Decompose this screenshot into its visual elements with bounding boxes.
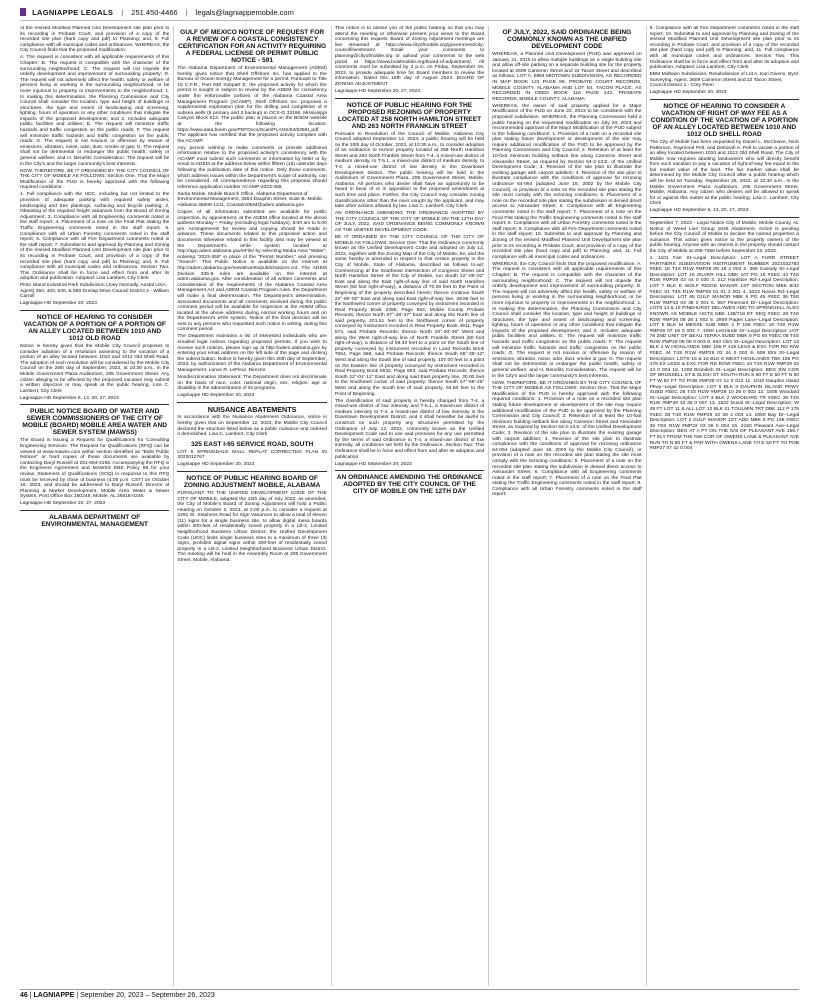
publication-line: Lagniappe HD September 20, 2023 <box>334 461 412 467</box>
publication-line: Lagniappe HD September 6, 13, 20, 27, 2023 <box>649 208 749 214</box>
legal-text: The Board is issuing a Request for Qualifications for Consulting Engineering Services. The Request for Qualifications (RFQ) can be viewed at www.mawss.com within section identified as "Bids/ Public Notices" or hard copies of these documents are available by contacting Daryl Russell at 251-694-3196. Accompanying the RFQ is the Engineers Agreement and MAWSS EBE Policy 98 for your review. Statement of Qualifications (SOQ) in response to this RFQ must be received by close of business (4:00 p.m. CST) on October 16, 2023, and should be addressed to Daryl Russell, Director of Planning & Market Development, Mobile Area Water & Sewer System, Post Office Box 180249, Mobile, AL 36618-0249. <box>20 438 170 500</box>
brand-mark-icon <box>20 8 26 16</box>
column-1 <box>20 26 169 986</box>
divider <box>20 404 169 405</box>
divider <box>177 471 326 472</box>
divider <box>650 217 799 218</box>
divider <box>20 510 169 511</box>
legal-text: The Alabama Department of Environmental Management (ADEM) hereby gives notice that Shell Offshore Inc. has applied to the Bureau of Ocean Energy Management for a permit. Pursuant to Title 15 C.F.R., Part 930 Subpart E, the proposed activity for which the permit is sought is subject to review by the ADEM for consistency under the enforceable policies of the Alabama Coastal Area Management Program (ACAMP). Shell Offshore Inc. proposes a supplemental exploration plan for the drilling and completion of 8 subsea wells (5 primary and 3 backup) in OCS-G 33166, Mississippi Canyon Block 612. The public plan is placed on the BOEM website at the following location: https://www.data.boem.gov/PDFDocs/Scan/PLANS/53/53581.pdf. The applicant has certified that the proposed activity complies with the ACAMP. <box>177 66 327 144</box>
notice-heading: NOTICE OF PUBLIC HEARING FOR THE PROPOSED REZONING OF PROPERTY LOCATED AT 258 NORTH HAMILTON STREET AND 263 NORTH FRANKLIN STREET <box>337 101 482 130</box>
divider <box>335 470 484 471</box>
legal-text: WHEREAS, a Planned Unit Development (PUD) was approved on January 21, 2010 to allow multiple buildings on a single building site and allow off-site parking on a separate building site for the property located at 2609 Cameron Street and 22 Taxon Street and described as follows: LOT A, EBM MIDTOWN SUBDIVISION, AS RECORDED IN MAP BOOK 123 PAGE 89, PROBATE COURT RECORDS, MOBILE COUNTY, ALABAMA AND LOT 84, TACON PLACE, AS RECORDED IN DEED BOOK 116 PAGE 242, PROBATE RECORDS, MOBILE COUNTY, ALABAMA <box>492 52 642 102</box>
signature-block: EBM Midtown Subdivision, Resubdivision of Lot A, Kari Givens, Byrd Surveying, Agent, 2609 Cameron Street and 22 Tacon Street, Council District 1 - Cory Penn <box>649 72 799 89</box>
legal-text: A. The request is consistent with all applicable requirements of this Chapter; B. The request is compatible with the character of the surrounding neighborhood; C. The request will not impede the orderly development and improvement of surrounding property; D. The request will not adversely affect the health, safety or welfare of persons living or working in the surrounding neighborhood, or be more injurious to property or improvements in the neighborhood; 1. In making this determination, the Planning Commission and City Council shall consider the location, type and height of buildings or structures, the type and extent of landscaping and screening, lighting, hours of operation or any other conditions that mitigate the impacts of the proposed development; and 2. Includes adequate public facilities and utilities; E. The request will minimize traffic hazards and traffic congestion on the public roads; F. The request will minimize traffic hazards and traffic congestion on the public roads; G. The request is not noxious or offensive by reason of emissions, vibration, noise, odor, dust, smoke or gas; G. The request shall not be detrimental or endanger the public health, safety or general welfare; and H. Benefits Consideration. The request will be in the City's and the larger community's best interests. <box>20 55 170 167</box>
publication-line: Lagniappe HD September 20, 2023 <box>177 462 255 468</box>
divider <box>335 98 484 99</box>
legal-text: 1. Full compliance with the UDC, including but not limited to the provision of adequate parking with required safety aisles, landscaping and tree plantings, surfacing and bicycle parking; 2. Obtaining of the required height variances from the Board of Zoning Adjustment; 3. Compliance with all Engineering comments noted in the staff report; 4. Placement of a note on the Final Plat stating the Traffic Engineering comments noted in the staff report; 5. Compliance with all Urban Forestry comments noted in the staff report; 6. Compliance with all Fire Department comments noted in the staff report; 7. Submittal to and approval by Planning and Zoning of the revised Modified Planned Unit Development site plan prior to its recording in Probate Court, and provision of a copy of the recorded site plan (hard copy and pdf) to Planning; and, 8. Full compliance with all municipal codes and ordinances. Section Two. This Ordinance shall be in force and effect from and after its adoption and publication. Adopted: Lisa Lambert, City Clerk <box>20 192 170 282</box>
legal-text: Notice is hereby given that the Mobile City Council proposes to consider adoption of a resolution assenting to the vacation of a portion of an alley located between 1010 and 1012 Old Shell Road. The adoption of such resolution will be considered by the Mobile City Council on the 26th day of September, 2023, at 10:30 a.m., in the Mobile Government Plaza Auditorium, 205 Government Street. Any citizen alleging to be affected by the proposed vacation may submit a written objection or may speak at the public hearing. Lisa C. Lambert, City Clerk <box>20 344 170 394</box>
issue-dates: September 20, 2023 – September 26, 2023 <box>80 992 215 999</box>
column-3 <box>331 26 484 986</box>
legal-text: 1. 1101 Farr St--Legal Description: LOT A FURR STREET PARTNERS SUBDIVISION INSTRUMENT NUMBER 2021032783 #SEC 18 T4S R1W #MP29 08 18 2 002 2. 356 Cassidy St--Legal Description: LOT 16 SILVER HILL DBK 107 PG 19 #SEC 44 T4S R1W #MP29 02 44 0 030 3. 212 Hamilton Rd--Legal Description: LOT 7 BLK E WOLF RIDGE MANOR 1ST SECTION MBK 8/42 #SEC 01 T4S R1W #MP29 01 01 2 001 4. 1023 Novus Rd--Legal Description: LOT 65 GULF MANOR MBK 6 PG 45 #SEC 36 T5S R1W #MP32 03 36 0 001 5. 957 Pinemont Dr--Legal Description: LOTS 14 & 15 PINEHURST DELAWES ADD TO SPRINGHILL ALSO KNOWN AS MOBILE HGTS DBK 138/718 ET SEQ #SEC 28 T4S R2W #MP29 08 28 1 002 6. 2909 Pages Lane--Legal Description: LOT 5 BLK M MESSE SUB MBK 4 P 168 #SEC 18 T4S R1W #MP29 07 18 0 003 7. 1050 LeGrande Dr--Legal Description: LOT 78 2ND UNIT OF BEAU TERRA SUBD MBK 8 PG 94 #SEC 05 T4S R2W #MP28 08 05 0 003 8. 653 Clim St--Legal Description: LOT 13 BLK 4 W HIGHLANDS DBK 156 P 419 LESS & EXC FOR RD R/W #SEC 44 T4S R1W #MP29 02 44 0 003 9. 609 Elm St--Legal Description: LOTS 15 & 16 BLK 6 WEST HIGHLANDS TBK 156 PG 478 EX LESS & EXC FOR RD ROW #SEC 44 T4S R1W #MP29 02 44 0 004 10. 1200 Brandish St--Legal Description: BEG SW COR OF BRUSSELL ST & SLIGH ST SOUTH RUN S 60 FT E 50 FT N 60 FT W 50 FT TO POB #MP29 07 12 0 012 11. 1010 Dauphin Island Pkwy--Legal Description: LOT 5 BLK 3 DAUPHIN ISLAND PKWY SUBD #SEC 28 T4S R1W #MP29 10 28 0 003 12. 1605 Woodard St--Legal Description: LOT 3 BLK 2 WOODARD TR #SEC 35 T4S R1W #MP29 10 35 0 007 13. 1622 Duval St--Legal Description: W 48 FT LOT 11 & ALL LOT 12 BLK 21 TOULMIN TRT DBK 112 P 175 #SEC 28 T4S R1W #MP29 10 28 4 003 14. 2050 Bay Dr--Legal Description: LOT 2 GULF MANOR 1ST ADD MBK 8 PG 159 #SEC 36 T5S R1W #MP32 03 36 0 004 15. 2150 Pleasant Ave--Legal Description: BEG AT A PT ON THE N/S OF PLEASANT AVE 155.7 FT ELY FROM THE NW COR OF OWENS LANE & PLEASANT AVE RUN TH N 60 FT & PAR WITH OWENS LANE TH E 50 FT TO POB #MP27 07 42 0 004 <box>649 255 800 452</box>
legal-text: This notice is to advise you of the public hearing so that you may attend the meeting or otherwise present your views to the Board concerning this request. Board of Zoning Adjustment meetings are live streamed at https://www.cityofmobile.org/government/city-council/livestream/. Email your comments to planning@cityofmobile.org or upload your comments to the web portal at https://www.buildmobile.org/board-of-adjustment/. All comments must be submitted by 2 p.m. on Friday, September 29, 2023, to provide adequate time for Board members to review the information. Dated this 16th day of August 2023. BOARD OF ZONING ADJUSTMENT <box>334 26 485 87</box>
divider <box>177 402 326 403</box>
signature-block: Pinto Island Industrial Park Subdivision (Joey Nonnally, Austal USA, Agent) 350, 400, 530, & 660 Dunlap Drive Council District 2 - William Carroll <box>20 283 169 300</box>
notice-heading: ALABAMA DEPARTMENT OF ENVIRONMENTAL MANAGEMENT <box>41 513 149 528</box>
notice-heading: NOTICE OF PUBLIC HEARING BOARD OF ZONING ADJUSTMENT MOBILE, ALABAMA <box>183 474 321 489</box>
legal-text: AN ORDINANCE AMENDING THE ORDINANCE ADOPTED BY THE CITY COUNCIL OF THE CITY OF MOBILE ON THE 12TH DAY OF JULY, 2022, SAID ORDINANCE BEING COMMONLY KNOWN AS THE UNIFIED DEVELOPMENT CODE. <box>334 211 485 233</box>
legal-text: September 7, 2023 - Legal Notice City of Mobile, Mobile County, AL Notice of Weed Lien Group 1646 Abatement. Action is pending before the City Council of Mobile to declare the named properties a nuisance. This action gives notice to the property owners of the public hearing. Anyone with an interest in the property should contact the City of Mobile at 208-7258 before September 22, 2023. <box>649 221 800 254</box>
column-5 <box>646 26 799 986</box>
notice-heading: NOTICE OF HEARING TO CONSIDER A VACATION OF RIGHT OF WAY FEE AS A CONDITION OF THE VACATION OF A PORTION OF AN ALLEY LOCATED BETWEEN 1010 AND 1012 OLD SHELL ROAD <box>650 102 798 138</box>
publication-line: Lagniappe HD September 20, 2023 <box>649 90 727 96</box>
legal-text: The City of Mobile has been requested by Daniel L. McCleave, Nicki Patterson, Raymond Pelt, and Deborah A. Pelt to vacate a portion of an alley located between 1010 and 1012 Old Shell Road. The City of Mobile now requires abutting landowners who will directly benefit from such vacation to pay a vacation of right-of-way fee equal to the fair market value of the land. The fair market value shall be determined by the Mobile City Council after a public hearing which will be held on Tuesday, September 26, 2023, at 10:30 a.m., in the Mobile Government Plaza Auditorium, 205 Government Street, Mobile, Alabama. Any citizen who desires will be allowed to speak for or against this matter at the public hearing. Lisa C. Lambert, City Clerk <box>649 139 800 207</box>
legal-text: WHEREAS, the owner of said property applied for a Major Modification of the PUD on June 22, 2023 to be consistent with the proposed subdivision. WHEREAS, the Planning Commission held a public hearing on the requested modification on July 20, 2023 and recommended approval of the Major Modification of the PUD subject to the following conditions: 1. Provision of a note on a recorded site plan stating future development or development of the site may require additional modification of the PUD to be approved by the Planning Commission and City Council; 2. Retention of at least the 10-foot minimum building setback line along Cameron Street and Alexander Street, as required by Section 64-2-13.E. of the Unified Development Code; 3. Revision of the site plan to illustrate the existing garage with carport addition; 4. Revision of the site plan to illustrate compliance with the conditions of approval for rezoning ordinance 64-064 (adopted June 18, 2002 by the Mobile City Council), or provision of a note on the recorded site plan stating the site must comply with the rezoning conditions; 5. Placement of a note on the recorded site plan stating the subdivision is denied direct access to Alexander Street; 6. Compliance with all Engineering comments noted in the staff report; 7. Placement of a note on the Final Plat stating the Traffic Engineering comments noted in the staff report; 8. Compliance with all Urban Forestry comments noted in the staff report; 9. Compliance with all Fire Department comments noted in the staff report; 10. Submittal to and approval by Planning and Zoning of the revised Modified Planned Unit Development site plan prior to its recording in Probate Court, and provision of a copy of the recorded site plan (hard copy and pdf) to Planning; and, 11. Full compliance with all municipal codes and ordinances. <box>492 103 642 260</box>
legal-text: LOT 5 SPRINGDALE MALL REPLAT CORRECTED PLAN IN 2022012767 <box>177 449 327 461</box>
notice-heading: PUBLIC NOTICE BOARD OF WATER AND SEWER COMMISSIONERS OF THE CITY OF MOBILE (BOARD) MOBILE AREA WATER AND SEWER SYSTEM (MAWSS) <box>22 408 167 437</box>
address-block: Sarita Mickle, Mobile Branch Office, Alabama Department of Environmental Management, 3664 Dauphin Street, Suite B, Mobile, Alabama 36608-1211, CoastalADEM@adem.alabama.gov <box>177 191 324 209</box>
phone-number: 251.450-4466 <box>131 8 178 17</box>
property-address: 325 EAST I-65 SERVICE ROAD, SOUTH <box>190 440 314 448</box>
legal-text: of the revised Modified Planned Unit Development site plan prior to its recording in Probate Court, and provision of a copy of the recorded site plan (hard copy and pdf) to Planning; and, 8. Full compliance with all municipal codes and ordinances. WHEREAS, the City Council finds that the proposed modification: <box>20 26 170 54</box>
legal-text: Pursuant to Resolution of the Council of Mobile, Alabama City Council adopted September 12, 2023, a public hearing will be held on the 10th day of October, 2023, at 10:30 a.m., to consider adoption of an ordinance to rezone property located at 258 North Hamilton Street and 263 North Franklin Street from T-4, a mixed-use district of medium density, to T-5.1, a mixed-use district of medium density, to T-4, a mixed-use district of low density in the Downtown Development District. The public hearing will be held in the Auditorium of Government Plaza, 205 Government Street, Mobile, Alabama. All persons who desire shall have an opportunity to be heard in favor of or in opposition to the proposed amendment at such time and place. Further, the City Council may consider zoning classifications other than the ones sought by the applicant, and may take other actions allowed by law. Lisa C. Lambert, City Clerk <box>334 131 485 210</box>
legal-text: NOW, THEREFORE, BE IT ORDAINED BY THE CITY COUNCIL OF THE CITY OF MOBILE AS FOLLOWS: Section One. That the Major Modification of the PUD is hereby approved with the following required conditions: 1. Provision of a note on a recorded site plan stating future development or development of the site may require additional modification of the PUD to be approved by the Planning Commission and City Council; 2. Retention of at least the 10-foot minimum building setback line along Cameron Street and Alexander Street, as required by Section 64-2-13.E. of the Unified Development Code; 3. Revision of the site plan to illustrate the existing garage with carport addition; 4. Revision of the site plan to illustrate compliance with the conditions of approval for rezoning ordinance 64-064 (adopted June 18, 2002 by the Mobile City Council), or provision of a note on the recorded site plan stating the site must comply with the rezoning conditions; 5. Placement of a note on the recorded site plan stating the subdivision is denied direct access to Alexander Street; 6. Compliance with all Engineering comments noted in the staff report; 7. Placement of a note on the Final Plat stating the Traffic Engineering comments noted in the staff report; 8. Compliance with all Urban Forestry comments noted in the staff report; <box>492 380 642 498</box>
columns <box>20 26 799 986</box>
page-header: LAGNIAPPE LEGALS | 251.450-4466 | legals@lagniappemobile.com <box>20 6 799 21</box>
divider <box>650 99 799 100</box>
notice-heading: AN ORDINANCE AMENDING THE ORDINANCE ADOPTED BY THE CITY COUNCIL OF THE CITY OF MOBILE ON THE 12TH DAY <box>336 474 483 496</box>
legal-text: The classification of said property is hereby changed from T-4, a mixed-use district of low intensity and T-5.1, a mixed-use district of medium intensity to T-4, a mixed-use district of low intensity in the Downtown Development District, and it shall hereafter be lawful to construct on such property any structures permitted by the Ordinance of July 12, 2022, commonly known as the Unified Development Code and to use said premises for any use permitted by the terms of said Ordinance in T-4, a mixed-use district of low intensity, all conditions set forth by the Ordinance. Section Two: This Ordinance shall be in force and effect from and after its adoption and publication. <box>334 398 485 460</box>
legal-text: Nondiscrimination Statement: The Department does not discriminate on the basis of race, color, national origin, sex, religion, age or disability in the administration of its programs. <box>177 375 327 392</box>
legal-text: Copies of all information submitted are available for public inspection, by appointment, at the ADEM office located at the above address Monday – Friday (excluding legal holidays), 8:00 am to 5:00 pm. Arrangements for review and copying should be made in advance. These documents related to this proposed action and documents otherwise related to this facility also may be viewed at the Department's eFile system located at http://app.adem.alabama.gov/eFile/ by selecting Media Area "Water", entering "2023-359" in place of the "Permit Number," and pressing "Search". This Public Notice is available on the internet at http://adem.alabama.gov/newsEvents/publicNotices.cnt. The ADEM Division 335-8 rules are available on the internet at adem.alabama.gov. After consideration of all written comments and consideration of the requirements of the Alabama Coastal Area Management Act and ADEM Coastal Program rules, the Department will make a final determination. The Department's determination, associated documents and all comments received during the public comment period will be available for inspection at the ADEM office located at the above address during normal working hours and on the Department's eFile system. Notice of the final decision will be sent to any persons who requested such notice in writing, during this comment period. <box>177 210 327 333</box>
column-4 <box>488 26 641 986</box>
page-number: 46 <box>20 992 28 999</box>
legal-text: NOW, THEREFORE, BE IT ORDAINED BY THE CITY COUNCIL OF THE CITY OF MOBILE AS FOLLOWS: Section One. That the Major Modification of the PUD is hereby approved with the following required conditions: <box>20 168 170 191</box>
page-footer: 46 | LAGNIAPPE | September 20, 2023 – September 26, 2023 <box>20 989 799 1002</box>
notice-heading: OF JULY, 2022, SAID ORDINANCE BEING COMMONLY KNOWN AS THE UNIFIED DEVELOPMENT CODE <box>502 29 632 50</box>
legal-text: PURSUANT TO THE UNIFIED DEVELOPMENT CODE OF THE CITY OF MOBILE, adopted the 12th day of July 2022, as amended, the City of Mobile's Board of Zoning Adjustment will hold a Public Hearing on October 2, 2023, at 2:00 p.m. to consider a request at 2291 St. Stephens Road for Sign Variances to allow a total of eleven (11) signs for a single business site, to allow digital mesa boards within 300-feet of residentially zoned property in a LB-2, Limited Neighborhood Business Urban District; the Unified Development Code (UDC) limits single business sites to a maximum of three (3) signs, prohibits digital signs within 300-feet of residentially zoned property in a LB-2, Limited Neighborhood Business Urban District. The meeting will be held in the Assembly Room at 205 Government Street, Mobile, Alabama. <box>177 490 327 564</box>
column-2 <box>173 26 326 986</box>
divider <box>20 310 169 311</box>
brand-name: LAGNIAPPE <box>33 992 75 999</box>
legal-text: The Department maintains a list of interested individuals who are emailed legal notices regarding proposed permits. If you wish to receive such notices, please sign up at http://adem.alabama.gov by entering your email address on the left side of the page and clicking the submit button. Notice is hereby given this 20th day of September, 2023, by authorization of the Alabama Department of Environmental Management. Lance R. LeFleur, Director <box>177 334 327 374</box>
legal-text: In accordance with the Nuisance Abatement Ordinance, notice is hereby given that on September 12, 2023, the Mobile City Council declared the structure listed below as a public nuisance and ordered it demolished. Lisa C. Lambert, City Clerk <box>177 415 327 438</box>
publication-line: Lagniappe HD September 20, 27, 2023 <box>20 501 106 507</box>
legal-text: WHEREAS, the City Council finds that the proposed modification: A. The request is consistent with all applicable requirements of this Chapter; B. The request is compatible with the character of the surrounding neighborhood; C. The request will not impede the orderly development and improvement of surrounding property; D. The request will not adversely affect the health, safety or welfare of persons living or working in the surrounding neighborhood, or be more injurious to property or improvements in the neighborhood; 1. In making this determination, the Planning Commission and City Council shall consider the location, type and height of buildings or structures, the type and extent of landscaping and screening, lighting, hours of operation or any other conditions that mitigate the impacts of the proposed development; and 2. Includes adequate public facilities and utilities; E. The request will minimize traffic hazards and traffic congestion on the public roads; F. The request will minimize traffic hazards and traffic congestion on the public roads; G. The request is not noxious or offensive by reason of emissions, vibration, noise, odor, dust, smoke or gas; G. The request shall not be detrimental or endanger the public health, safety or general welfare; and H. Benefits Consideration. The request will be in the City's and the larger community's best interests. <box>492 261 642 379</box>
legal-text: BE IT ORDAINED BY THE CITY COUNCIL OF THE CITY OF MOBILE AS FOLLOWS: Section One: That the Ordinance commonly known as the Unified Development Code and adopted on July 12, 2022, together with the Zoning Map of the City of Mobile, be, and the same hereby is amended in respect to that certain property in the City of Mobile, State of Alabama, described as follows to-wit: Commencing at the Southeast intersection of Congress Street and North Hamilton Street of the City of Mobile, run South 22°-06'-02" East and along the East right-of-way line of said North Hamilton Street (50 foot right-of-way), a distance of 70.00 feet to the Point of Beginning of the property described herein; thence continue South 22°-06'-02" East and along said East right-of-way line, 39.96 feet to the Northwest corner of property conveyed by instrument recorded in Real Property Book 2395, Page 553, Mobile County Probate Records; thence North 67°-48'-47" East and along the North line of said property, 201.51 feet to the Northwest corner of property conveyed by instrument recorded in Real Property Book 4911, Page 574, said Probate Records; thence North 20°-30'-36" West and along the West right-of-way line of North Franklin Street (50 foot right-of-way), a distance of 69.40 feet to a point on the South line of property conveyed by instrument recorded in Land Records Book 7654, Page 568, said Probate Records; thence South 68°-35'-12" West and along the South line of said property, 107.00 feet to a point on the Eastern line of property conveyed by instrument recorded in Real Property Book 5532, Page 683, said Probate Records; thence South 22°-04'-12" East and along said East property line, 30.00 feet to the Southeast corner of said property; thence South 67°-59'-25" West and along the South line of said property, 94.50 feet to the Point of Beginning. <box>334 234 485 397</box>
publication-line: Lagniappe HD September 6, 13, 20, 27, 2023 <box>20 395 119 401</box>
notice-heading: GULF OF MEXICO NOTICE OF REQUEST FOR A REVIEW OF A COASTAL CONSISTENCY CERTIFICATION FOR AN ACTIVITY REQUIRING A FEDERAL LICENSE OR PERMIT PUBLIC NOTICE - 591 <box>178 29 327 64</box>
legal-text: Any person wishing to make comments or provide additional information relative to the proposed activity's consistency with the ACAMP must submit such comments or information by letter or by email to ADEM at the address below within fifteen (15) calendar days following the publication date of this notice. Only those comments, which address issues within the Department's scope of authority, can be considered. All correspondence regarding this proposal should reference application number ACAMP-2023-359. <box>177 145 327 190</box>
email-address: legals@lagniappemobile.com <box>195 8 294 17</box>
publication-name: LAGNIAPPE LEGALS <box>32 8 114 17</box>
notice-heading: NUISANCE ABATEMENTS <box>207 404 297 414</box>
notice-heading: NOTICE OF HEARING TO CONSIDER VACATION OF A PORTION OF A PORTION OF AN ALLEY LOCATED BETWEEN 1010 AND 1012 OLD ROAD <box>23 314 166 343</box>
publication-line: Lagniappe HD September 20, 2023 <box>177 393 255 399</box>
publication-line: Lagniappe HD September 20, 27, 2023 <box>334 88 420 94</box>
publication-line: Lagniappe HD September 20, 2023 <box>20 301 97 307</box>
legal-text: 9. Compliance with all Fire Department comments noted in the staff report; 10. Submittal to and approval by Planning and Zoning of the revised Modified Planned Unit Development site plan prior to its recording in Probate Court, and provision of a copy of the recorded site plan (hard copy and pdf) to Planning; and, 11. Full compliance with all municipal codes and ordinances. Section Two. This Ordinance shall be in force and effect from and after its adoption and publication. Adopted: Lisa Lambert, City Clerk <box>649 26 800 71</box>
